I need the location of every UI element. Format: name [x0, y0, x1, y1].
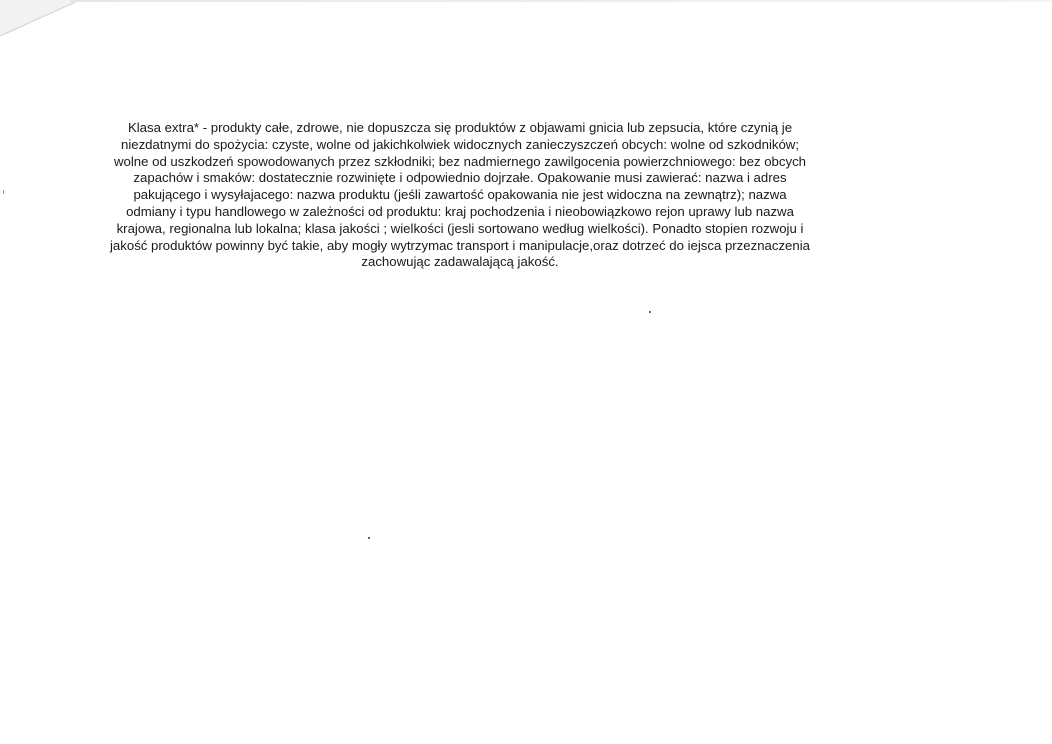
paragraph-line: Klasa extra* - produkty całe, zdrowe, nie dopuszcza się produktów z objawami gnicia lub zepsucia, które czynią je [127, 120, 793, 135]
paragraph-line: krajowa, regionalna lub lokalna; klasa jakości ; wielkości (jesli sortowano według wielkości). Ponadto stopien rozwoju i [116, 220, 804, 236]
paragraph-line: wolne od uszkodzeń spowodowanych przez szkłodniki; bez nadmiernego zawilgocenia powierzchniowego: bez obcych [113, 153, 806, 169]
paragraph-line: zapachów i smaków: dostatecznie rozwinięte i odpowiednio dojrzałe. Opakowanie musi zawierać: nazwa i adres [133, 170, 787, 186]
scan-speck [649, 311, 651, 313]
folded-corner-shadow [0, 0, 80, 40]
paragraph-line: pakującego i wysyłajacego: nazwa produktu (jeśli zawartość opakowania nie jest widoczna na zewnątrz); nazwa [133, 187, 787, 203]
paragraph-line: niezdatnymi do spożycia: czyste, wolne od jakichkolwiek widocznych zanieczyszczeń obcych: wolne od szkodników; [120, 136, 799, 152]
document-paragraph [90, 120, 830, 271]
paragraph-line: zachowując zadawalającą jakość. [361, 254, 559, 270]
scan-top-edge [70, 0, 1052, 2]
scan-speck [3, 190, 4, 194]
paragraph-line: jakość produktów powinny być takie, aby mogły wytrzymac transport i manipulacje,oraz dotrzeć do iejsca przeznaczenia [110, 237, 810, 253]
scan-speck [368, 537, 370, 539]
paragraph-line: odmiany i typu handlowego w zależności od produktu: kraj pochodzenia i nieobowiązkowo rejon uprawy lub nazwa [126, 203, 794, 219]
